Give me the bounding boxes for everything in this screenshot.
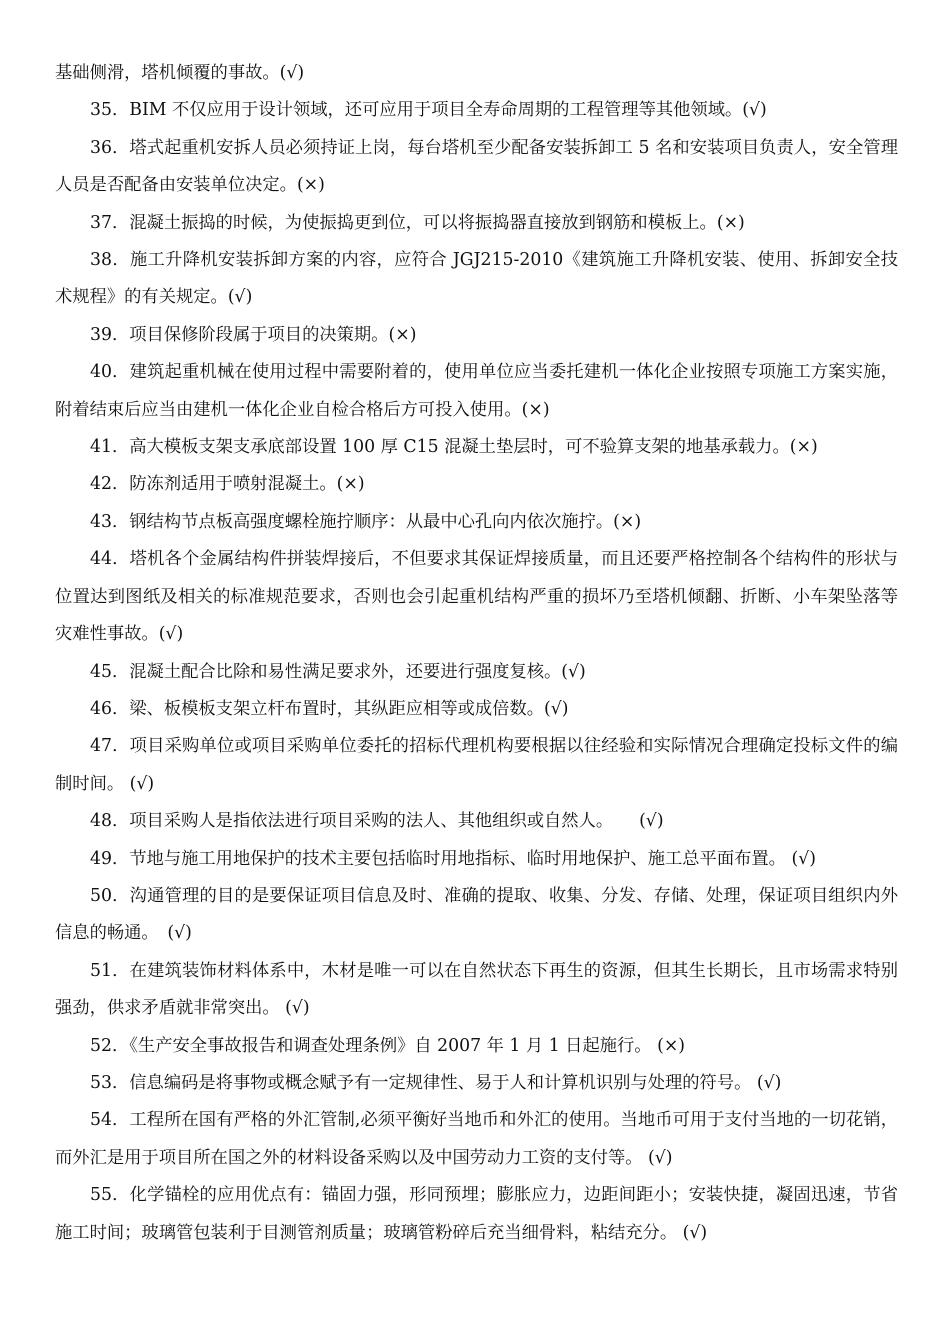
question-item: 42．防冻剂适用于喷射混凝土。(×) bbox=[90, 474, 365, 495]
question-item: 45．混凝土配合比除和易性满足要求外，还要进行强度复核。(√) bbox=[90, 661, 586, 682]
question-item: 48．项目采购人是指依法进行项目采购的法人、其他组织或自然人。 (√) bbox=[90, 811, 664, 832]
question-item: 基础侧滑，塔机倾覆的事故。(√) bbox=[55, 63, 305, 83]
question-list bbox=[55, 55, 898, 1252]
question-item: 44．塔机各个金属结构件拼装焊接后，不但要求其保证焊接质量，而且还要严格控制各个结构件的形状与位置达到图纸及相关的标准规范要求，否则也会引起重机结构严重的损坏乃至塔机倾翻、折断、小车架坠落等灾难性事故。(√) bbox=[55, 549, 898, 645]
question-item: 38．施工升降机安装拆卸方案的内容，应符合 JGJ215-2010《建筑施工升降机安装、使用、拆卸安全技术规程》的有关规定。(√) bbox=[55, 250, 898, 308]
question-item: 47．项目采购单位或项目采购单位委托的招标代理机构要根据以往经验和实际情况合理确定投标文件的编制时间。 (√) bbox=[55, 736, 898, 794]
question-item: 37．混凝土振捣的时候，为使振捣更到位，可以将振捣器直接放到钢筋和模板上。(×) bbox=[90, 212, 745, 233]
question-item: 46．梁、板模板支架立杆布置时，其纵距应相等或成倍数。(√) bbox=[90, 698, 569, 719]
question-item: 54．工程所在国有严格的外汇管制,必须平衡好当地币和外汇的使用。当地币可用于支付当地的一切花销，而外汇是用于项目所在国之外的材料设备采购以及中国劳动力工资的支付等。 (√) bbox=[55, 1110, 898, 1168]
question-item: 52．《生产安全事故报告和调查处理条例》自 2007 年 1 月 1 日起施行。 (×) bbox=[90, 1035, 686, 1056]
question-item: 55．化学锚栓的应用优点有：锚固力强，形同预埋；膨胀应力，边距间距小；安装快捷，凝固迅速，节省施工时间；玻璃管包装利于目测管剂质量；玻璃管粉碎后充当细骨料，粘结充分。 (√) bbox=[55, 1185, 898, 1243]
question-item: 36．塔式起重机安拆人员必须持证上岗，每台塔机至少配备安装拆卸工 5 名和安装项目负责人，安全管理人员是否配备由安装单位决定。(×) bbox=[55, 137, 898, 196]
question-item: 39．项目保修阶段属于项目的决策期。(×) bbox=[90, 324, 417, 345]
question-item: 43．钢结构节点板高强度螺栓施拧顺序：从最中心孔向内依次施拧。(×) bbox=[90, 511, 642, 532]
question-item: 35．BIM 不仅应用于设计领域，还可应用于项目全寿命周期的工程管理等其他领域。(√) bbox=[90, 100, 767, 121]
question-item: 51．在建筑装饰材料体系中，木材是唯一可以在自然状态下再生的资源，但其生长期长，且市场需求特别强劲，供求矛盾就非常突出。 (√) bbox=[55, 960, 898, 1019]
question-item: 53．信息编码是将事物或概念赋予有一定规律性、易于人和计算机识别与处理的符号。 (√) bbox=[90, 1072, 782, 1093]
question-item: 40．建筑起重机械在使用过程中需要附着的，使用单位应当委托建机一体化企业按照专项施工方案实施，附着结束后应当由建机一体化企业自检合格后方可投入使用。(×) bbox=[55, 362, 898, 420]
question-item: 41．高大模板支架支承底部设置 100 厚 C15 混凝土垫层时，可不验算支架的地基承载力。(×) bbox=[90, 437, 818, 458]
question-item: 49．节地与施工用地保护的技术主要包括临时用地指标、临时用地保护、施工总平面布置。 (√) bbox=[90, 848, 816, 869]
question-item: 50．沟通管理的目的是要保证项目信息及时、准确的提取、收集、分发、存储、处理，保证项目组织内外信息的畅通。 (√) bbox=[55, 885, 898, 944]
